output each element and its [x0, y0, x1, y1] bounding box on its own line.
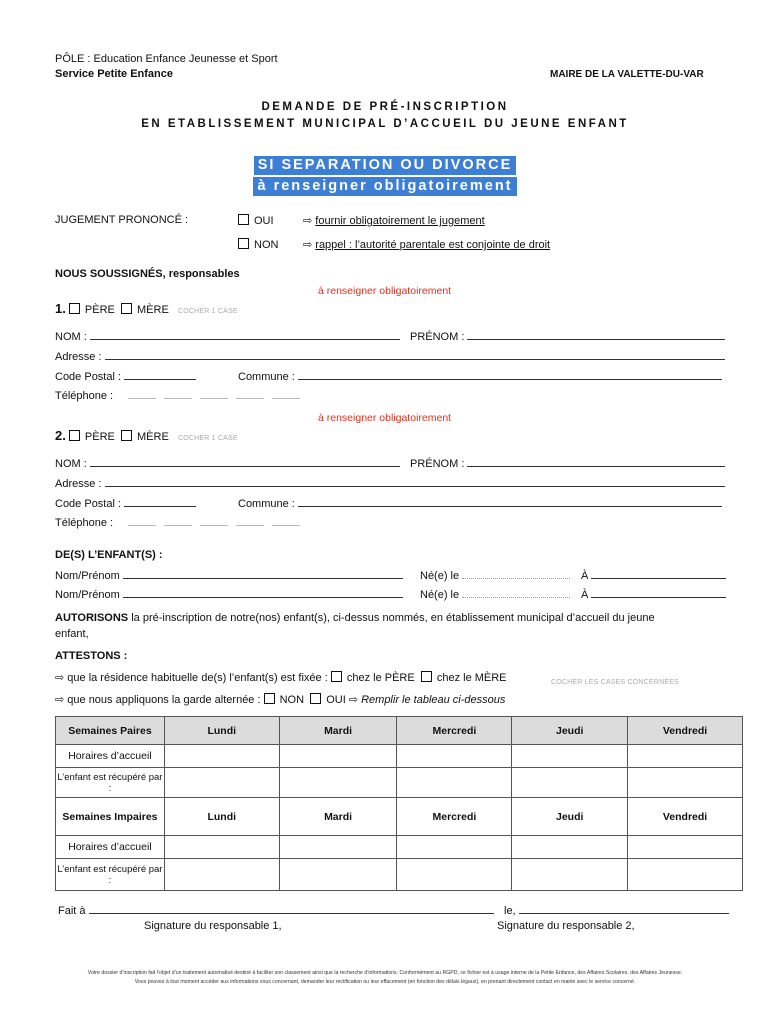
tel-field-1b[interactable] [164, 390, 192, 399]
garde-table [55, 716, 743, 891]
table-cell[interactable] [279, 836, 397, 859]
parent1-choice [55, 301, 238, 316]
chez-pere-label: chez le PÈRE [346, 672, 415, 684]
prenom-field-2[interactable] [467, 457, 725, 467]
prenom-label-1: PRÉNOM : [410, 331, 465, 343]
ne-le-field-1[interactable] [462, 569, 570, 579]
fait-a-row [58, 904, 494, 917]
table-row [56, 836, 743, 859]
ne-le-label-1: Né(e) le [420, 570, 460, 582]
day-header: Mercredi [397, 798, 512, 836]
remplir-text: Remplir le tableau ci-dessous [361, 694, 506, 706]
required-note-2: à renseigner obligatoirement [318, 412, 452, 424]
recupere-label: L’enfant est récupéré par : [56, 768, 165, 798]
nom-label-2: NOM : [55, 458, 87, 470]
tel-field-2b[interactable] [164, 517, 192, 526]
table-cell[interactable] [279, 745, 397, 768]
table-cell[interactable] [397, 836, 512, 859]
adresse-label-2: Adresse : [55, 478, 102, 490]
table-cell[interactable] [628, 859, 743, 891]
parent2-choice [55, 428, 238, 443]
pole-label: PÔLE : Education Enfance Jeunesse et Sport [55, 53, 278, 65]
table-cell[interactable] [512, 859, 628, 891]
enfant-row-1 [55, 569, 403, 582]
enfant-nom-field-1[interactable] [123, 569, 403, 579]
cp-row-1 [55, 370, 196, 383]
nom-row-1 [55, 330, 400, 343]
required-note-1: à renseigner obligatoirement [318, 285, 452, 297]
signature-2: Signature du responsable 2, [497, 920, 635, 932]
fait-a-field[interactable] [89, 904, 494, 914]
table-cell[interactable] [512, 836, 628, 859]
adresse-field-1[interactable] [105, 350, 725, 360]
parent2-number: 2. [55, 428, 66, 443]
arrow-icon: ⇨ [348, 694, 359, 706]
footer-line1: Votre dossier d’inscription fait l’objet d’un traitement automatisé destiné à faciliter son classement ainsi que la recherche d’informations. Conformément au RGPD, ce fichier est à usage interne de la Petite Enfance, des Affaires Scolaires, des Affaires Jeunesse. [87, 970, 683, 976]
nom-row-2 [55, 457, 400, 470]
a-field-1[interactable] [591, 569, 726, 579]
tel-field-1a[interactable] [128, 390, 156, 399]
tel-field-2e[interactable] [272, 517, 300, 526]
highlight-block-2 [0, 177, 770, 196]
tel-label-1: Téléphone : [55, 390, 114, 402]
obligatoire-highlight: à renseigner obligatoirement [253, 177, 516, 196]
pere-checkbox-1[interactable] [69, 303, 80, 314]
table-cell[interactable] [628, 836, 743, 859]
jugement-label: JUGEMENT PRONONCÉ : [55, 214, 189, 226]
recupere-label: L’enfant est récupéré par : [56, 859, 165, 891]
jugement-non[interactable] [238, 238, 278, 251]
oui-checkbox[interactable] [238, 214, 249, 225]
ne-le-field-2[interactable] [462, 588, 570, 598]
non-note-text: rappel : l’autorité parentale est conjointe de droit [315, 239, 551, 251]
garde-oui-checkbox[interactable] [310, 693, 321, 704]
enfant-nom-field-2[interactable] [123, 588, 403, 598]
enfant-row-2 [55, 588, 403, 601]
a-label-2: À [581, 589, 589, 601]
table-cell[interactable] [512, 768, 628, 798]
table-row [56, 745, 743, 768]
prenom-row-2 [410, 457, 725, 470]
table-cell[interactable] [512, 745, 628, 768]
autorisons-line1 [55, 612, 655, 624]
parent1-number: 1. [55, 301, 66, 316]
service-label: Service Petite Enfance [55, 68, 174, 80]
tel-field-2d[interactable] [236, 517, 264, 526]
table-row [56, 768, 743, 798]
table-cell[interactable] [397, 859, 512, 891]
table-cell[interactable] [397, 745, 512, 768]
garde-non-checkbox[interactable] [264, 693, 275, 704]
chez-mere-checkbox[interactable] [421, 671, 432, 682]
prenom-label-2: PRÉNOM : [410, 458, 465, 470]
autorisons-text: la pré-inscription de notre(nos) enfant(s), ci-dessus nommés, en établissement municipal d’accueil du jeune [131, 612, 655, 624]
enfant-a-2 [581, 588, 726, 601]
adresse-row-1 [55, 350, 725, 363]
mairie-label: MAIRE DE LA VALETTE-DU-VAR [550, 69, 704, 80]
cp-label-2: Code Postal : [55, 498, 122, 510]
table-cell[interactable] [628, 745, 743, 768]
nom-field-1[interactable] [90, 330, 400, 340]
day-header: Vendredi [628, 798, 743, 836]
soussignes-heading: NOUS SOUSSIGNÉS, responsables [55, 268, 240, 280]
table-cell[interactable] [397, 768, 512, 798]
garde-oui-label: OUI [326, 694, 346, 706]
title-line1: DEMANDE DE PRÉ-INSCRIPTION [261, 101, 509, 113]
enfants-heading: DE(S) L’ENFANT(S) : [55, 549, 163, 561]
pere-label-2: PÈRE [84, 431, 115, 443]
adresse-row-2 [55, 477, 725, 490]
cp-row-2 [55, 497, 196, 510]
day-header: Vendredi [628, 717, 743, 745]
adresse-label-1: Adresse : [55, 351, 102, 363]
day-header: Lundi [164, 717, 279, 745]
semaines-paires-header: Semaines Paires [56, 717, 165, 745]
jugement-oui[interactable] [238, 214, 274, 227]
a-field-2[interactable] [591, 588, 726, 598]
horaires-label: Horaires d’accueil [56, 745, 165, 768]
arrow-icon: ⇨ [55, 694, 65, 706]
day-header: Lundi [164, 798, 279, 836]
enfant-ne-2 [420, 588, 570, 601]
garde-text: que nous appliquons la garde alternée : [67, 694, 261, 706]
commune-row-2 [238, 497, 722, 510]
garde-row [55, 693, 505, 706]
enfant-nom-label-1: Nom/Prénom [55, 570, 120, 582]
mere-checkbox-1[interactable] [121, 303, 132, 314]
oui-label: OUI [254, 215, 274, 227]
enfant-nom-label-2: Nom/Prénom [55, 589, 120, 601]
cp-label-1: Code Postal : [55, 371, 122, 383]
day-header: Mercredi [397, 717, 512, 745]
separation-highlight: SI SEPARATION OU DIVORCE [254, 156, 517, 175]
commune-field-2[interactable] [298, 497, 722, 507]
table-row [56, 798, 743, 836]
cocher-cases-hint: COCHER LES CASES CONCERNÉES [551, 679, 679, 686]
commune-row-1 [238, 370, 722, 383]
pere-label-1: PÈRE [84, 304, 115, 316]
jugement-oui-note [303, 214, 485, 227]
table-cell[interactable] [628, 768, 743, 798]
cocher-hint-2: COCHER 1 CASE [177, 435, 238, 442]
cocher-hint-1: COCHER 1 CASE [177, 308, 238, 315]
enfant-a-1 [581, 569, 726, 582]
le-field[interactable] [519, 904, 729, 914]
day-header: Mardi [279, 717, 397, 745]
le-label: le, [504, 905, 516, 917]
pere-checkbox-2[interactable] [69, 430, 80, 441]
autorisons-line2: enfant, [55, 628, 89, 640]
nom-field-2[interactable] [90, 457, 400, 467]
cp-field-1[interactable] [124, 370, 196, 380]
a-label-1: À [581, 570, 589, 582]
table-cell[interactable] [164, 859, 279, 891]
table-row [56, 717, 743, 745]
le-row [504, 904, 729, 917]
table-cell[interactable] [164, 768, 279, 798]
prenom-field-1[interactable] [467, 330, 725, 340]
tel-field-1e[interactable] [272, 390, 300, 399]
tel-field-2c[interactable] [200, 517, 228, 526]
ne-le-label-2: Né(e) le [420, 589, 460, 601]
footer-line2: Vous pouvez à tout moment accéder aux informations vous concernant, demander leur rectification ou leur effacement (en fonction des délais légaux), en prenant directement contact en mairie avec le service concerné. [134, 979, 636, 985]
tel-label-2: Téléphone : [55, 517, 114, 529]
title-line2: EN ETABLISSEMENT MUNICIPAL D’ACCUEIL DU JEUNE ENFANT [141, 118, 629, 130]
adresse-field-2[interactable] [105, 477, 725, 487]
chez-pere-checkbox[interactable] [331, 671, 342, 682]
mere-label-1: MÈRE [137, 304, 169, 316]
mere-label-2: MÈRE [137, 431, 169, 443]
non-checkbox[interactable] [238, 238, 249, 249]
commune-label-2: Commune : [238, 498, 295, 510]
arrow-icon: ⇨ [303, 215, 313, 227]
tel-row-1 [55, 390, 308, 402]
residence-row [55, 671, 507, 684]
jugement-non-note [303, 238, 550, 251]
enfant-ne-1 [420, 569, 570, 582]
highlight-block-1 [0, 156, 770, 175]
cp-field-2[interactable] [124, 497, 196, 507]
day-header: Jeudi [512, 798, 628, 836]
oui-note-text: fournir obligatoirement le jugement [315, 215, 485, 227]
horaires-label: Horaires d’accueil [56, 836, 165, 859]
non-label: NON [254, 239, 279, 251]
arrow-icon: ⇨ [303, 239, 313, 251]
day-header: Mardi [279, 798, 397, 836]
semaines-impaires-header: Semaines Impaires [56, 798, 165, 836]
tel-row-2 [55, 517, 308, 529]
residence-text: que la résidence habituelle de(s) l’enfant(s) est fixée : [67, 672, 328, 684]
fait-a-label: Fait à [58, 905, 86, 917]
garde-non-label: NON [279, 694, 305, 706]
table-cell[interactable] [164, 836, 279, 859]
attestons-heading: ATTESTONS : [55, 650, 128, 662]
tel-field-2a[interactable] [128, 517, 156, 526]
table-cell[interactable] [279, 859, 397, 891]
arrow-icon: ⇨ [55, 672, 65, 684]
table-cell[interactable] [164, 745, 279, 768]
mere-checkbox-2[interactable] [121, 430, 132, 441]
table-row [56, 859, 743, 891]
prenom-row-1 [410, 330, 725, 343]
day-header: Jeudi [512, 717, 628, 745]
autorisons-keyword: AUTORISONS [55, 612, 129, 624]
nom-label-1: NOM : [55, 331, 87, 343]
table-cell[interactable] [279, 768, 397, 798]
signature-1: Signature du responsable 1, [144, 920, 282, 932]
commune-field-1[interactable] [298, 370, 722, 380]
tel-field-1d[interactable] [236, 390, 264, 399]
tel-field-1c[interactable] [200, 390, 228, 399]
commune-label-1: Commune : [238, 371, 295, 383]
chez-mere-label: chez le MÈRE [436, 672, 507, 684]
